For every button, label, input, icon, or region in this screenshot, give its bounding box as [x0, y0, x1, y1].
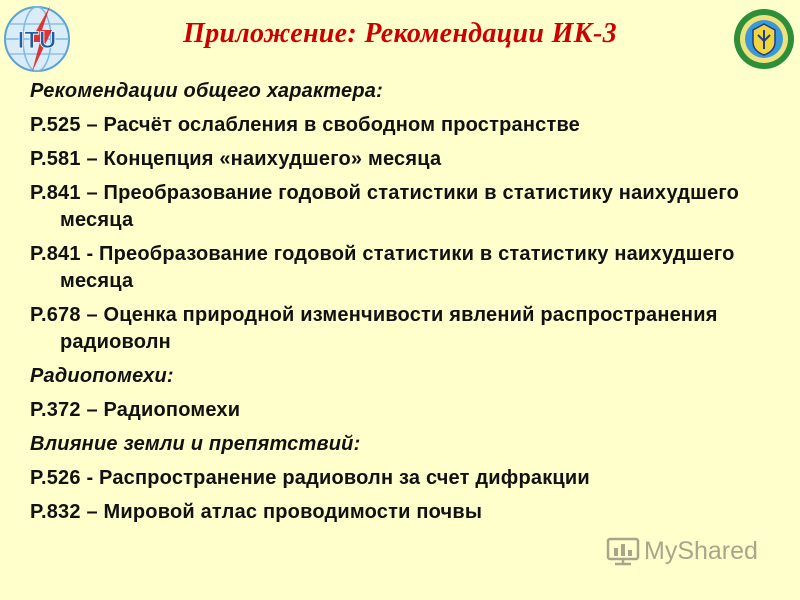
recommendations-list: [30, 78, 780, 533]
section-heading-radio-noise: Радиопомехи:: [30, 365, 174, 387]
itu-logo-text: ITU: [17, 27, 57, 54]
recommendation-p841-repeat: P.841 - Преобразование годовой статистики в статистику наихудшего месяца: [30, 243, 735, 292]
myshared-watermark: [606, 536, 758, 566]
page-title: Приложение: Рекомендации ИК-3: [183, 18, 617, 49]
recommendation-p581: P.581 – Концепция «наихудшего» месяца: [30, 148, 442, 170]
recommendation-p526: P.526 - Распространение радиоволн за счет дифракции: [30, 467, 590, 489]
recommendation-p678: P.678 – Оценка природной изменчивости явлений распространения радиоволн: [30, 304, 718, 353]
recommendation-p832: P.832 – Мировой атлас проводимости почвы: [30, 501, 483, 523]
recommendation-p525: P.525 – Расчёт ослабления в свободном пространстве: [30, 114, 581, 136]
watermark-text: MyShared: [644, 536, 758, 565]
section-heading-general: Рекомендации общего характера:: [30, 80, 383, 102]
myshared-logo-icon: [606, 536, 640, 566]
recommendation-p841: P.841 – Преобразование годовой статистики в статистику наихудшего месяца: [30, 182, 740, 231]
section-heading-earth-obstacles: Влияние земли и препятствий:: [30, 433, 361, 455]
recommendation-p372: P.372 – Радиопомехи: [30, 399, 241, 421]
